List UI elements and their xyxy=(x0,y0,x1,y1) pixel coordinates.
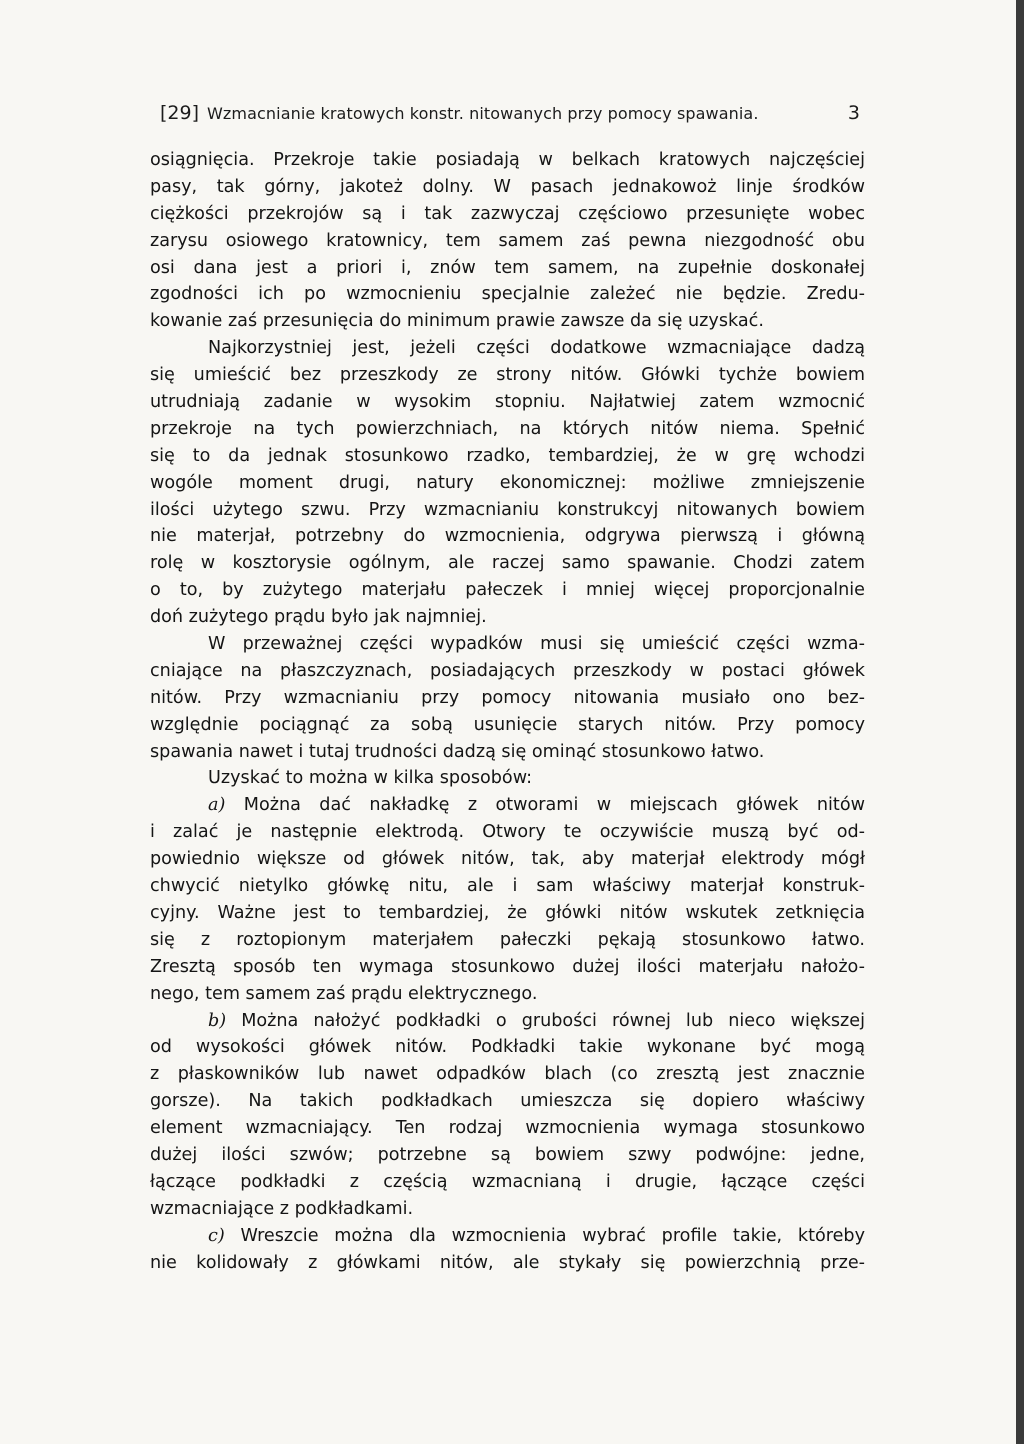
page-number: 3 xyxy=(847,102,860,124)
text-line: cniające na płaszczyznach, posiadających przeszkody w postaci główek xyxy=(150,660,865,681)
text-line: osi dana jest a priori i, znów tem samem, na zupełnie doskonałej xyxy=(150,257,865,278)
list-enumerator: c) xyxy=(208,1225,225,1246)
text-line: dużej ilości szwów; potrzebne są bowiem szwy podwójne: jedne, xyxy=(150,1144,865,1165)
text-line: wogóle moment drugi, natury ekonomicznej: możliwe zmniejszenie xyxy=(150,472,865,493)
list-enumerator: b) xyxy=(208,1010,227,1031)
text-line: łączące podkładki z częścią wzmacnianą i drugie, łączące części xyxy=(150,1171,865,1192)
text-line: przekroje na tych powierzchniach, na których nitów niema. Spełnić xyxy=(150,418,865,439)
text-line: od wysokości główek nitów. Podkładki takie wykonane być mogą xyxy=(150,1037,865,1058)
text-line: o to, by zużytego materjału pałeczek i mniej więcej proporcjonalnie xyxy=(150,580,865,601)
text-line: kowanie zaś przesunięcia do minimum prawie zawsze da się uzyskać. xyxy=(150,311,764,332)
text-line: element wzmacniający. Ten rodzaj wzmocnienia wymaga stosunkowo xyxy=(150,1118,865,1139)
header-title: Wzmacnianie kratowych konstr. nitowanych przy pomocy spawania. xyxy=(207,104,759,123)
text-line: chwycić nietylko główkę nitu, ale i sam właściwy materjał konstruk- xyxy=(150,876,865,897)
text-line: ciężkości przekrojów są i tak zazwyczaj częściowo przesunięte wobec xyxy=(150,203,865,224)
text-line: zgodności ich po wzmocnieniu specjalnie zależeć nie będzie. Zredu- xyxy=(150,284,865,305)
text-line: nie kolidowały z główkami nitów, ale stykały się powierzchnią prze- xyxy=(150,1252,865,1273)
text-line: z płaskowników lub nawet odpadków blach (co zresztą jest znacznie xyxy=(150,1064,865,1085)
text-line: utrudniają zadanie w wysokim stopniu. Najłatwiej zatem wzmocnić xyxy=(150,392,865,413)
text-line: doń zużytego prądu było jak najmniej. xyxy=(150,607,487,628)
text-line: powiednio większe od główek nitów, tak, aby materjał elektrody mógł xyxy=(150,849,865,870)
running-header xyxy=(160,100,860,136)
text-line: ilości użytego szwu. Przy wzmacnianiu konstrukcyj nitowanych bowiem xyxy=(150,499,865,520)
text-line: osiągnięcia. Przekroje takie posiadają w belkach kratowych najczęściej xyxy=(150,150,865,170)
text-line: gorsze). Na takich podkładkach umieszcza się dopiero właściwy xyxy=(150,1091,865,1112)
list-enumerator: a) xyxy=(208,795,226,816)
text-line: zarysu osiowego kratownicy, tem samem zaś pewna niezgodność obu xyxy=(150,230,865,251)
text-line: i zalać je następnie elektrodą. Otwory te oczywiście muszą być od- xyxy=(150,822,865,843)
body-text xyxy=(150,147,865,1276)
text-line: nie materjał, potrzebny do wzmocnienia, odgrywa pierwszą i główną xyxy=(150,526,865,547)
text-line: się umieścić bez przeszkody ze strony nitów. Główki tychże bowiem xyxy=(150,365,865,386)
text-line: nego, tem samem zaś prądu elektrycznego. xyxy=(150,983,538,1004)
text-line: nitów. Przy wzmacnianiu przy pomocy nitowania musiało ono bez- xyxy=(150,687,865,708)
text-line: b) Można nałożyć podkładki o grubości równej lub nieco większej xyxy=(208,1010,865,1031)
text-line: rolę w kosztorysie ogólnym, ale raczej samo spawanie. Chodzi zatem xyxy=(150,553,865,574)
text-line: wzmacniające z podkładkami. xyxy=(150,1198,414,1219)
text-line: a) Można dać nakładkę z otworami w miejscach główek nitów xyxy=(208,795,865,816)
text-line: Uzyskać to można w kilka sposobów: xyxy=(208,768,533,789)
header-page-reference: [29] xyxy=(160,102,200,124)
text-line: się z roztopionym materjałem pałeczki pękają stosunkowo łatwo. xyxy=(150,929,865,950)
text-line: Zresztą sposób ten wymaga stosunkowo dużej ilości materjału nałożo- xyxy=(150,956,865,977)
text-line: względnie pociągnąć za sobą usunięcie starych nitów. Przy pomocy xyxy=(150,714,865,735)
text-line: Najkorzystniej jest, jeżeli części dodatkowe wzmacniające dadzą xyxy=(208,338,865,359)
page-edge-shadow xyxy=(1016,0,1024,1444)
text-line: c) Wreszcie można dla wzmocnienia wybrać profile takie, któreby xyxy=(208,1225,865,1246)
text-line: cyjny. Ważne jest to tembardziej, że główki nitów wskutek zetknięcia xyxy=(150,902,865,923)
text-line: pasy, tak górny, jakoteż dolny. W pasach jednakowoż linje środków xyxy=(150,176,865,197)
text-line: W przeważnej części wypadków musi się umieścić części wzma- xyxy=(208,634,865,655)
text-line: spawania nawet i tutaj trudności dadzą się ominąć stosunkowo łatwo. xyxy=(150,741,765,762)
text-line: się to da jednak stosunkowo rzadko, tembardziej, że w grę wchodzi xyxy=(150,445,865,466)
